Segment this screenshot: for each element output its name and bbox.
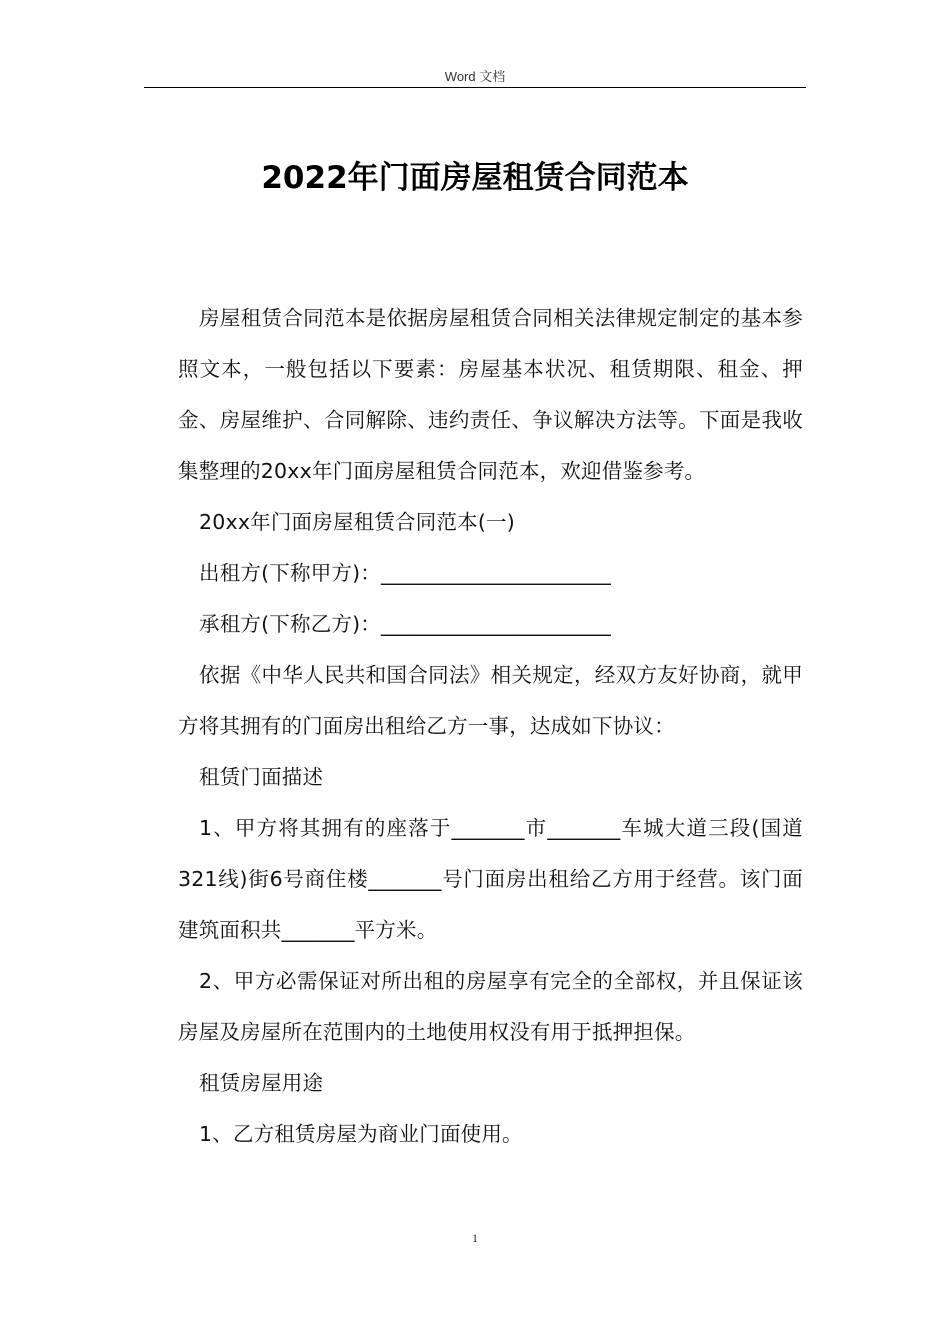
page-number: 1 <box>472 1231 478 1245</box>
paragraph-legal-basis: 依据《中华人民共和国合同法》相关规定，经双方友好协商，就甲方将其拥有的门面房出租给乙方一事，达成如下协议： <box>178 663 803 738</box>
paragraph-lessor: 出租方(下称甲方)：______________________ <box>199 561 611 585</box>
paragraph-heading-description: 租赁门面描述 <box>199 765 324 789</box>
paragraph-heading-usage: 租赁房屋用途 <box>199 1071 324 1095</box>
header-label: Word 文档 <box>444 69 506 84</box>
document-title: 2022年门面房屋租赁合同范本 <box>261 160 689 196</box>
paragraph-intro: 房屋租赁合同范本是依据房屋租赁合同相关法律规定制定的基本参照文本，一般包括以下要素：房屋基本状况、租赁期限、租金、押金、房屋维护、合同解除、违约责任、争议解决方法等。下面是我收集整理的20xx年门面房屋租赁合同范本，欢迎借鉴参考。 <box>178 306 803 483</box>
document-body <box>178 293 803 1160</box>
paragraph-clause-2: 2、甲方必需保证对所出租的房屋享有完全的全部权，并且保证该房屋及房屋所在范围内的土地使用权没有用于抵押担保。 <box>178 969 803 1044</box>
header-divider <box>144 87 806 88</box>
paragraph-clause-1: 1、甲方将其拥有的座落于_______市_______车城大道三段(国道321线)街6号商住楼_______号门面房出租给乙方用于经营。该门面建筑面积共_______平方米。 <box>178 816 803 942</box>
paragraph-lessee: 承租方(下称乙方)：______________________ <box>199 612 611 636</box>
paragraph-section-heading: 20xx年门面房屋租赁合同范本(一) <box>199 510 515 534</box>
paragraph-usage-clause-1: 1、乙方租赁房屋为商业门面使用。 <box>199 1122 523 1146</box>
